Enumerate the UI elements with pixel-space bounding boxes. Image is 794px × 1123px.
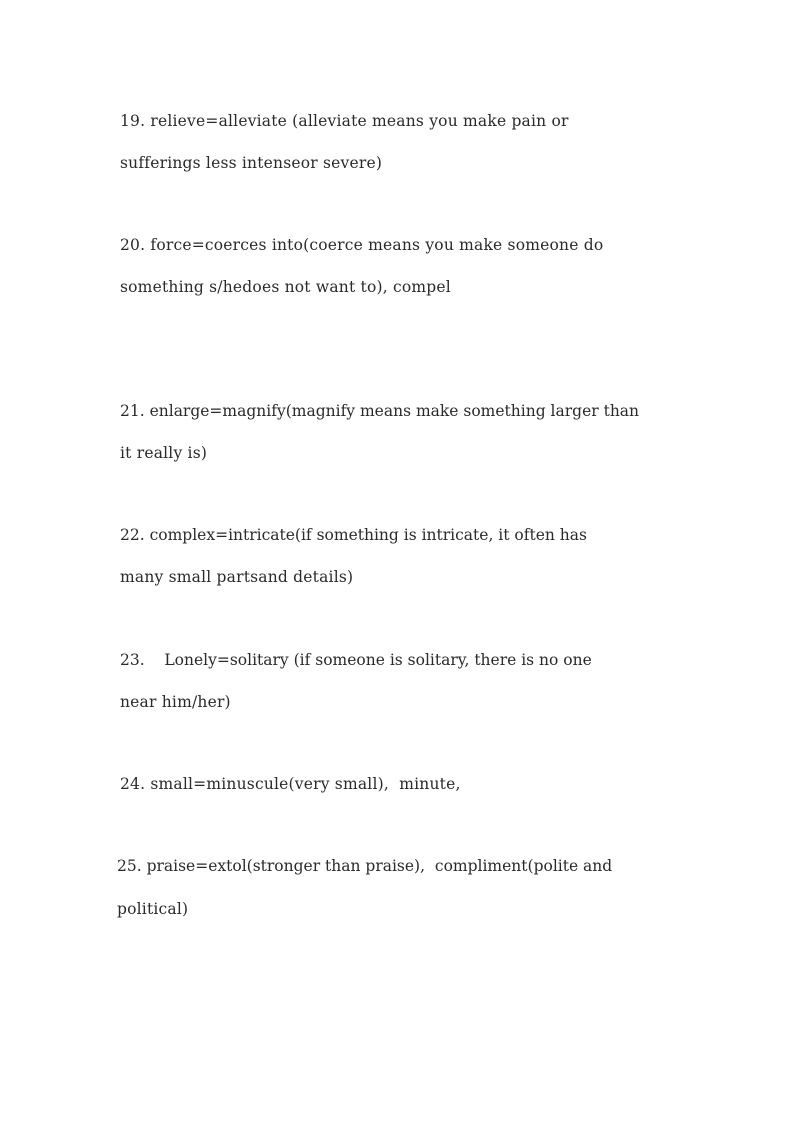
entry-22-line-1: 22. complex=intricate(if something is intricate, it often has: [120, 526, 587, 544]
entry-19-line-1: 19. relieve=alleviate (alleviate means you make pain or: [120, 112, 569, 130]
entry-22-line-2: many small partsand details): [120, 568, 354, 586]
entry-23-line-2: near him/her): [120, 693, 231, 711]
entry-24-line-1: 24. small=minuscule(very small), minute,: [120, 775, 461, 793]
entry-20-line-2: something s/hedoes not want to), compel: [120, 278, 451, 296]
entry-25-line-2: political): [117, 900, 189, 918]
entry-23-line-1: 23. Lonely=solitary (if someone is solitary, there is no one: [120, 651, 592, 669]
entry-19-line-2: sufferings less intenseor severe): [120, 154, 383, 172]
entry-21-line-1: 21. enlarge=magnify(magnify means make something larger than: [120, 402, 640, 420]
entry-25-line-1: 25. praise=extol(stronger than praise), compliment(polite and: [117, 857, 613, 875]
entry-21-line-2: it really is): [120, 444, 208, 462]
entry-20-line-1: 20. force=coerces into(coerce means you make someone do: [120, 236, 604, 254]
